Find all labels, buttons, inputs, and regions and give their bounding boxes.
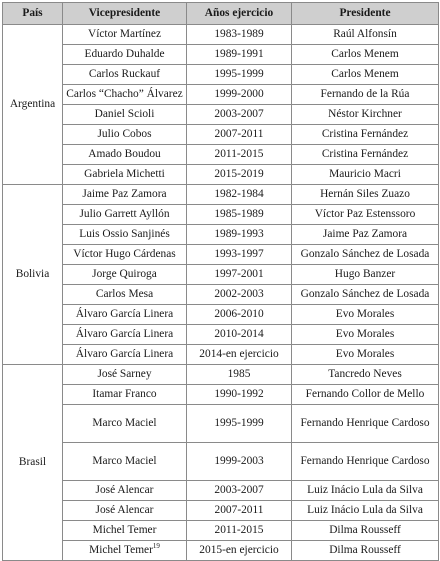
vice-president-cell <box>63 205 187 225</box>
vice-president-cell <box>63 501 187 521</box>
president-cell: Néstor Kirchner <box>292 105 439 125</box>
vice-president-name: Daniel Scioli <box>94 108 155 120</box>
vice-president-name: Carlos Mesa <box>95 288 154 300</box>
president-cell: Fernando Collor de Mello <box>292 385 439 405</box>
vice-president-name: Julio Cobos <box>97 128 152 140</box>
vice-president-name: Julio Garrett Ayllón <box>79 208 170 220</box>
country-cell: Argentina <box>3 25 63 185</box>
vice-president-cell <box>63 325 187 345</box>
table-row <box>3 481 439 501</box>
years-cell: 1982-1984 <box>187 185 292 205</box>
president-cell: Hugo Banzer <box>292 265 439 285</box>
vice-president-cell <box>63 145 187 165</box>
vice-president-name: Víctor Martínez <box>87 28 162 40</box>
vice-president-cell <box>63 305 187 325</box>
vice-president-cell <box>63 105 187 125</box>
vice-president-cell <box>63 65 187 85</box>
table-row <box>3 521 439 541</box>
vice-president-name: Álvaro García Linera <box>75 348 174 360</box>
table-row <box>3 245 439 265</box>
president-cell: Tancredo Neves <box>292 365 439 385</box>
vice-president-name: Amado Boudou <box>88 148 161 160</box>
vice-president-cell <box>63 245 187 265</box>
president-cell: Luiz Inácio Lula da Silva <box>292 481 439 501</box>
table-row <box>3 65 439 85</box>
years-cell: 2003-2007 <box>187 481 292 501</box>
years-cell: 2007-2011 <box>187 501 292 521</box>
vice-president-name: Víctor Hugo Cárdenas <box>73 248 176 260</box>
president-cell: Hernán Siles Zuazo <box>292 185 439 205</box>
vice-president-name: Álvaro García Linera <box>75 308 174 320</box>
years-cell: 2011-2015 <box>187 521 292 541</box>
years-cell: 2014-en ejercicio <box>187 345 292 365</box>
country-cell: Brasil <box>3 365 63 561</box>
years-cell: 2003-2007 <box>187 105 292 125</box>
years-cell: 1993-1997 <box>187 245 292 265</box>
president-cell: Evo Morales <box>292 305 439 325</box>
vice-president-cell <box>63 541 187 561</box>
table-row <box>3 205 439 225</box>
years-cell: 1989-1991 <box>187 45 292 65</box>
table-row <box>3 265 439 285</box>
vice-president-name: Eduardo Duhalde <box>84 48 165 60</box>
president-cell: Gonzalo Sánchez de Losada <box>292 285 439 305</box>
vice-president-name: José Alencar <box>95 484 154 496</box>
years-cell: 1995-1999 <box>187 405 292 443</box>
vice-president-name: Jorge Quiroga <box>92 268 157 280</box>
years-cell: 1985-1989 <box>187 205 292 225</box>
table-body <box>3 25 439 561</box>
table-row <box>3 285 439 305</box>
years-cell: 2011-2015 <box>187 145 292 165</box>
vice-president-cell <box>63 385 187 405</box>
vice-president-cell <box>63 443 187 481</box>
years-cell: 2010-2014 <box>187 325 292 345</box>
years-cell: 1997-2001 <box>187 265 292 285</box>
vice-president-cell <box>63 521 187 541</box>
table-row <box>3 365 439 385</box>
vice-president-cell <box>63 285 187 305</box>
header-years: Años ejercicio <box>187 3 292 25</box>
header-country: País <box>3 3 63 25</box>
years-cell: 2007-2011 <box>187 125 292 145</box>
president-cell: Raúl Alfonsín <box>292 25 439 45</box>
president-cell: Gonzalo Sánchez de Losada <box>292 245 439 265</box>
vice-president-cell <box>63 165 187 185</box>
table-row <box>3 105 439 125</box>
vice-president-cell <box>63 185 187 205</box>
vice-president-name: Álvaro García Linera <box>75 328 174 340</box>
vice-president-name: Carlos “Chacho” Álvarez <box>66 88 183 100</box>
years-cell: 1983-1989 <box>187 25 292 45</box>
years-cell: 1985 <box>187 365 292 385</box>
vice-president-name: Michel Temer <box>89 544 153 556</box>
years-cell: 2002-2003 <box>187 285 292 305</box>
vice-president-name: Carlos Ruckauf <box>88 68 161 80</box>
table-row <box>3 185 439 205</box>
years-cell: 1999-2003 <box>187 443 292 481</box>
vice-president-cell <box>63 125 187 145</box>
president-cell: Cristina Fernández <box>292 125 439 145</box>
president-cell: Cristina Fernández <box>292 145 439 165</box>
vice-president-cell <box>63 85 187 105</box>
vice-president-name: Marco Maciel <box>92 455 157 467</box>
table-row <box>3 305 439 325</box>
vice-president-name: Gabriela Michetti <box>84 168 165 180</box>
president-cell: Fernando Henrique Cardoso <box>292 405 439 443</box>
years-cell: 1990-1992 <box>187 385 292 405</box>
president-cell: Mauricio Macri <box>292 165 439 185</box>
president-cell: Dilma Rousseff <box>292 541 439 561</box>
years-cell: 2006-2010 <box>187 305 292 325</box>
header-row <box>3 3 439 25</box>
table-row <box>3 325 439 345</box>
table-row <box>3 165 439 185</box>
vice-president-cell <box>63 365 187 385</box>
table-row <box>3 225 439 245</box>
president-cell: Fernando Henrique Cardoso <box>292 443 439 481</box>
years-cell: 2015-2019 <box>187 165 292 185</box>
vice-president-name: Jaime Paz Zamora <box>82 188 167 200</box>
table-row <box>3 345 439 365</box>
vice-president-name: José Alencar <box>95 504 154 516</box>
president-cell: Luiz Inácio Lula da Silva <box>292 501 439 521</box>
years-cell: 2015-en ejercicio <box>187 541 292 561</box>
footnote-marker: 19 <box>152 542 160 551</box>
president-cell: Carlos Menem <box>292 65 439 85</box>
vice-president-name: Marco Maciel <box>92 417 157 429</box>
table-row <box>3 541 439 561</box>
years-cell: 1995-1999 <box>187 65 292 85</box>
table-row <box>3 45 439 65</box>
vice-president-name: Michel Temer <box>92 524 157 536</box>
president-cell: Fernando de la Rúa <box>292 85 439 105</box>
vice-president-cell <box>63 481 187 501</box>
table-row <box>3 443 439 481</box>
header-vice-president: Vicepresidente <box>63 3 187 25</box>
vice-president-name: Itamar Franco <box>92 388 157 400</box>
country-cell: Bolivia <box>3 185 63 365</box>
vice-president-cell <box>63 25 187 45</box>
president-cell: Jaime Paz Zamora <box>292 225 439 245</box>
table-row <box>3 405 439 443</box>
vice-president-cell <box>63 345 187 365</box>
header-president: Presidente <box>292 3 439 25</box>
table-row <box>3 25 439 45</box>
president-cell: Carlos Menem <box>292 45 439 65</box>
vice-president-name: Luis Ossio Sanjinés <box>79 228 170 240</box>
years-cell: 1999-2000 <box>187 85 292 105</box>
vice-president-cell <box>63 405 187 443</box>
vice-president-cell <box>63 265 187 285</box>
years-cell: 1989-1993 <box>187 225 292 245</box>
table-row <box>3 385 439 405</box>
president-cell: Evo Morales <box>292 345 439 365</box>
president-cell: Víctor Paz Estenssoro <box>292 205 439 225</box>
vice-president-cell <box>63 225 187 245</box>
president-cell: Evo Morales <box>292 325 439 345</box>
president-cell: Dilma Rousseff <box>292 521 439 541</box>
table-row <box>3 125 439 145</box>
table-row <box>3 85 439 105</box>
vice-president-name: José Sarney <box>97 368 152 380</box>
vice-presidents-table <box>2 2 439 561</box>
table-row <box>3 145 439 165</box>
vice-president-cell <box>63 45 187 65</box>
table-row <box>3 501 439 521</box>
